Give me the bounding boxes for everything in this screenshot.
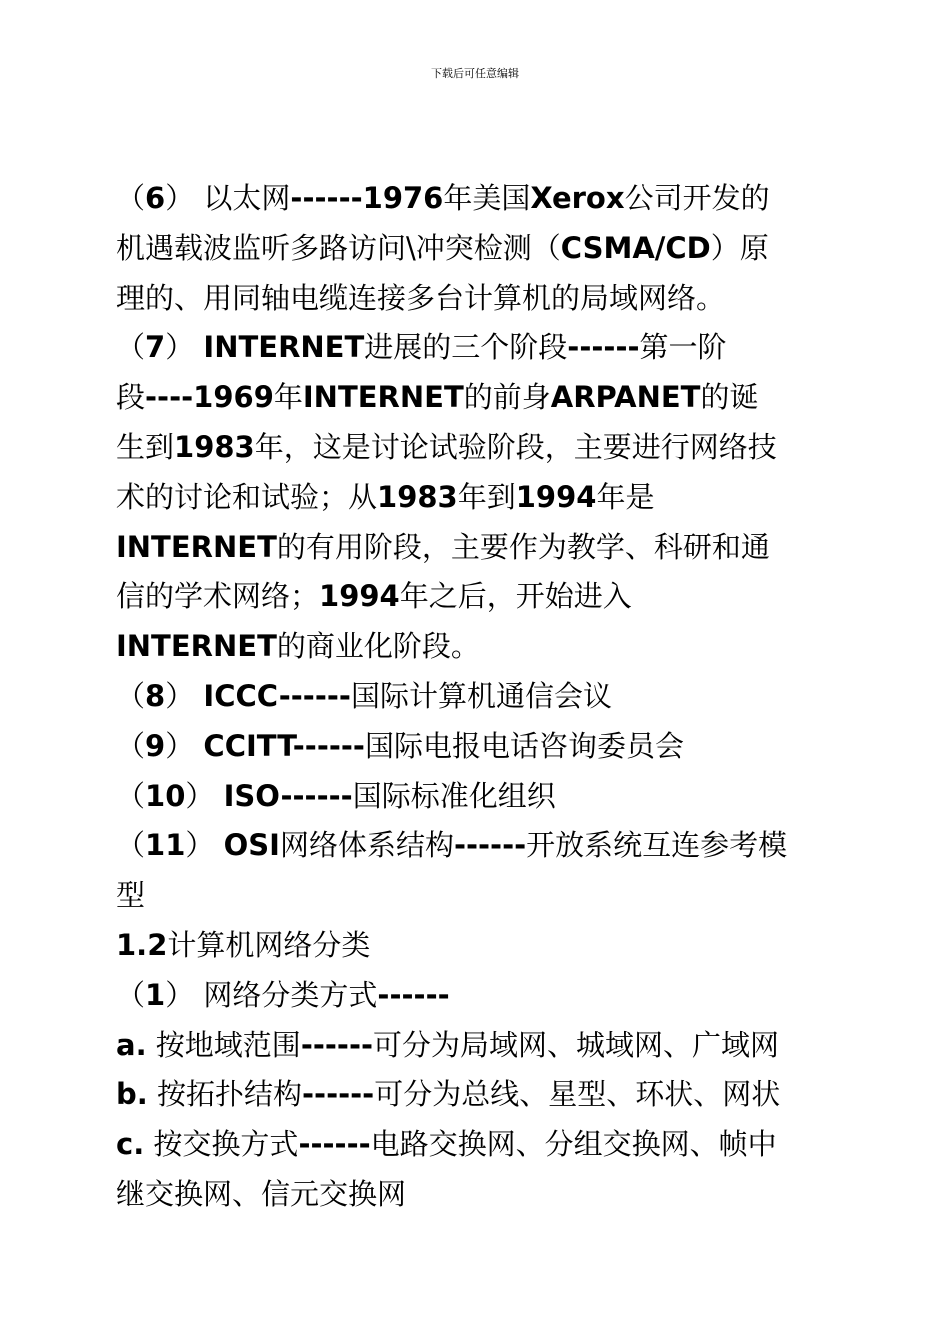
text-segment: 电路交换网、分组交换网、帧中	[370, 1127, 777, 1162]
text-line	[116, 1120, 866, 1170]
text-segment: （	[116, 330, 146, 365]
text-line	[116, 1170, 866, 1220]
text-line	[116, 722, 866, 772]
text-segment: 1994	[319, 579, 400, 614]
text-segment: 7	[145, 330, 166, 365]
text-segment: （	[116, 181, 146, 215]
text-segment: 可分为局域网、城域网、广域网	[373, 1027, 780, 1062]
text-segment: 1983	[174, 429, 255, 464]
text-segment: 的商业化阶段。	[276, 629, 480, 664]
text-segment: CSMA/CD	[560, 230, 711, 265]
text-segment: OSI	[223, 828, 280, 863]
text-segment: Xerox	[530, 181, 625, 215]
text-line	[116, 672, 866, 722]
text-segment: INTERNET	[203, 330, 365, 365]
text-line	[116, 224, 866, 274]
text-line	[116, 274, 866, 324]
text-segment: 型	[116, 878, 146, 913]
text-segment: 信的学术网络；	[116, 579, 320, 614]
text-segment: 1983	[377, 479, 458, 514]
text-segment: 的有用阶段，主要作为教学、科研和通	[276, 529, 770, 564]
text-segment: 1994	[515, 479, 597, 514]
text-segment: 计算机网络分类	[167, 927, 371, 962]
text-segment: ）原	[710, 230, 769, 265]
text-segment: 9	[145, 728, 166, 763]
text-segment: 的前身	[463, 380, 551, 415]
text-segment: 按交换方式	[144, 1127, 299, 1162]
text-segment: ------	[302, 1077, 375, 1112]
text-line	[116, 174, 866, 224]
text-segment: 术的讨论和试验；从	[116, 479, 378, 514]
text-segment: ------	[298, 1127, 371, 1162]
text-segment: ）	[165, 728, 204, 763]
text-segment: （	[116, 678, 146, 713]
text-line	[116, 772, 866, 822]
text-segment: 开放系统互连参考模	[526, 828, 788, 863]
text-segment: INTERNET	[116, 529, 277, 564]
text-segment: （	[116, 778, 146, 813]
text-segment: ）	[165, 330, 204, 365]
text-segment: 10	[145, 778, 186, 813]
text-segment: b.	[116, 1077, 148, 1112]
text-segment: ）	[185, 778, 224, 813]
text-line	[116, 323, 866, 373]
text-segment: ------	[300, 1027, 374, 1062]
text-segment: 进展的三个阶段	[364, 330, 568, 365]
text-line	[116, 523, 866, 573]
text-segment: ）	[185, 828, 224, 863]
text-segment: 年到	[457, 479, 516, 514]
text-segment: 6	[145, 181, 166, 215]
text-segment: ARPANET	[550, 380, 701, 415]
text-line	[116, 423, 866, 473]
text-segment: 第一阶	[639, 330, 727, 365]
text-line	[116, 572, 866, 622]
text-segment: ）	[165, 678, 204, 713]
text-segment: 11	[145, 828, 186, 863]
text-segment: a.	[116, 1027, 147, 1062]
text-segment: 年美国	[443, 181, 531, 215]
text-segment: ） 网络分类方式	[165, 977, 378, 1012]
text-segment: ISO------	[223, 778, 353, 813]
page-header: 下载后可任意编辑	[431, 67, 519, 80]
text-segment: 国际标准化组织	[352, 778, 556, 813]
text-line	[116, 821, 866, 871]
text-line	[116, 971, 866, 1021]
text-line	[116, 473, 866, 523]
text-segment: 继交换网、信元交换网	[116, 1176, 407, 1211]
text-segment: （	[116, 828, 146, 863]
text-segment: 1.2	[116, 927, 168, 962]
text-segment: 机遇载波监听多路访问\冲突检测（	[116, 230, 561, 265]
text-segment: 网络体系结构	[279, 828, 454, 863]
text-segment: 段	[116, 380, 146, 415]
text-segment: 国际计算机通信会议	[350, 678, 612, 713]
text-segment: 可分为总线、星型、环状、网状	[374, 1077, 781, 1112]
text-segment: 1	[145, 977, 166, 1012]
text-segment: 理的、用同轴电缆连接多台计算机的局域网络。	[116, 280, 726, 315]
text-segment: INTERNET	[302, 380, 464, 415]
text-segment: ICCC------	[203, 678, 351, 713]
text-segment: ------	[377, 977, 450, 1012]
text-segment: CCITT------	[203, 728, 365, 763]
text-line	[116, 1021, 866, 1071]
text-segment: 生到	[116, 429, 175, 464]
text-segment: INTERNET	[116, 629, 277, 664]
text-line	[116, 871, 866, 921]
text-segment: 年	[273, 380, 303, 415]
text-segment: ------1976	[290, 181, 444, 215]
text-segment: ------	[567, 330, 640, 365]
text-segment: c.	[116, 1127, 145, 1162]
text-segment: 年，这是讨论试验阶段，主要进行网络技	[254, 429, 777, 464]
text-segment: 年是	[596, 479, 655, 514]
text-line	[116, 373, 866, 423]
text-segment: 国际电报电话咨询委员会	[364, 728, 684, 763]
text-segment: （	[116, 977, 146, 1012]
text-line	[116, 1070, 866, 1120]
text-segment: 的诞	[700, 380, 759, 415]
text-line	[116, 622, 866, 672]
text-segment: 按地域范围	[146, 1027, 301, 1062]
text-segment: （	[116, 728, 146, 763]
text-segment: 按拓扑结构	[147, 1077, 302, 1112]
text-segment: ------	[453, 828, 527, 863]
text-segment: 8	[145, 678, 166, 713]
text-segment: 年之后，开始进入	[399, 579, 632, 614]
text-segment: ----1969	[145, 380, 274, 415]
document-body	[116, 174, 866, 1220]
text-segment: ） 以太网	[165, 181, 291, 215]
text-segment: 公司开发的	[624, 181, 770, 215]
text-line	[116, 921, 866, 971]
